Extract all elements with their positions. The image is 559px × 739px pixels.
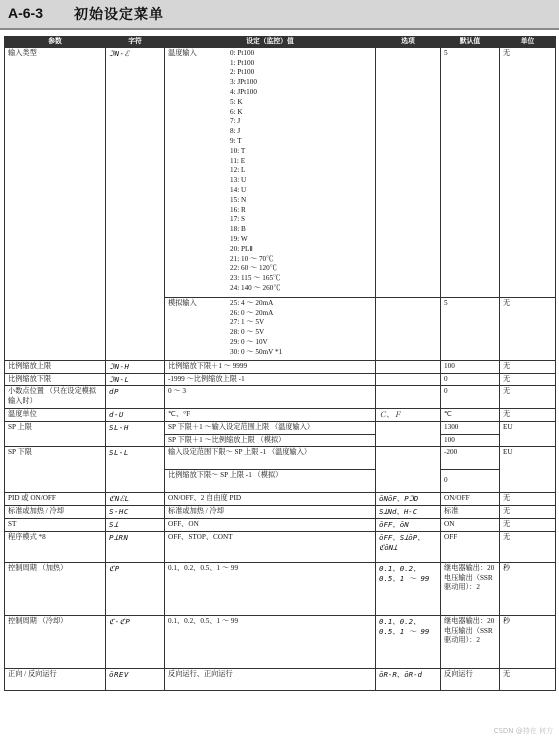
temp-input-item: 15: N bbox=[230, 195, 247, 204]
param-direction: 正向 / 反向运行 bbox=[5, 668, 106, 690]
temp-input-item: 3: JPt100 bbox=[230, 78, 257, 87]
temp-input-list bbox=[230, 49, 281, 294]
header-symbol: 字符 bbox=[106, 37, 165, 48]
param-cp-heat: 控制周期 （加热） bbox=[5, 562, 106, 615]
param-sp-high: SP 上限 bbox=[5, 421, 106, 447]
symbol-pid: ℭNℰL bbox=[106, 493, 165, 506]
option-input-type-analog bbox=[376, 297, 441, 360]
temp-input-item: 24: 140 ～ 260℃ bbox=[230, 283, 281, 292]
value-sp-low-analog: 比例缩放下限～ SP 上限 -1 （模拟） bbox=[165, 470, 376, 493]
table-row-scale-low bbox=[5, 373, 556, 386]
param-std-heat: 标准或加热 / 冷却 bbox=[5, 506, 106, 519]
temp-input-item: 20: PLⅡ bbox=[230, 244, 253, 253]
table-row-sp-low-temp bbox=[5, 447, 556, 470]
default-input-type-temp: 5 bbox=[441, 47, 500, 297]
option-program: ōFF、SꞱōP、ℭōNꞱ bbox=[376, 531, 441, 562]
unit-temp-unit: 无 bbox=[500, 408, 556, 421]
header-option: 选项 bbox=[376, 37, 441, 48]
header-param: 参数 bbox=[5, 37, 106, 48]
temp-input-label: 温度输入 bbox=[168, 48, 197, 57]
value-cp-heat: 0.1、0.2、0.5、1 ～ 99 bbox=[165, 562, 376, 615]
analog-input-item: 27: 1 ～ 5V bbox=[230, 318, 265, 327]
table-row-direction bbox=[5, 668, 556, 690]
default-sp-high-analog: 100 bbox=[441, 434, 500, 447]
param-st: ST bbox=[5, 518, 106, 531]
analog-input-item: 25: 4 ～ 20mA bbox=[230, 298, 274, 307]
default-scale-high: 100 bbox=[441, 360, 500, 373]
symbol-scale-low: ℑN-L bbox=[106, 373, 165, 386]
symbol-cp-cool: ℭ-ℭP bbox=[106, 615, 165, 668]
unit-sp-low: EU bbox=[500, 447, 556, 493]
default-sp-low-temp: -200 bbox=[441, 447, 500, 470]
table-row-scale-high bbox=[5, 360, 556, 373]
param-program: 程序模式 *8 bbox=[5, 531, 106, 562]
table-row-decimal bbox=[5, 386, 556, 409]
analog-input-item: 30: 0 ～ 50mV *1 bbox=[230, 347, 283, 356]
value-st: OFF、ON bbox=[165, 518, 376, 531]
unit-cp-cool: 秒 bbox=[500, 615, 556, 668]
temp-input-item: 17: S bbox=[230, 215, 245, 224]
param-cp-cool: 控制周期 （冷却） bbox=[5, 615, 106, 668]
default-pid: ON/OFF bbox=[441, 493, 500, 506]
value-scale-high: 比例缩放下限＋1 ～ 9999 bbox=[165, 360, 376, 373]
value-program: OFF、STOP、CONT bbox=[165, 531, 376, 562]
value-sp-high-analog: SP 下限＋1 ～比例缩放上限 （模拟） bbox=[165, 434, 376, 447]
initial-settings-table bbox=[4, 36, 556, 691]
default-std-heat: 标准 bbox=[441, 506, 500, 519]
unit-st: 无 bbox=[500, 518, 556, 531]
temp-input-item: 6: K bbox=[230, 107, 243, 116]
table-row-st bbox=[5, 518, 556, 531]
option-pid: ōNōF、PℑD bbox=[376, 493, 441, 506]
analog-input-item: 29: 0 ～ 10V bbox=[230, 337, 268, 346]
value-cp-cool: 0.1、0.2、0.5、1 ～ 99 bbox=[165, 615, 376, 668]
unit-pid: 无 bbox=[500, 493, 556, 506]
value-input-type-temp bbox=[165, 47, 376, 297]
unit-scale-low: 无 bbox=[500, 373, 556, 386]
watermark: CSDN @持在 何方 bbox=[493, 727, 553, 735]
temp-input-item: 9: T bbox=[230, 136, 242, 145]
table-header-row bbox=[5, 37, 556, 48]
option-std-heat: SꞱNd、H-C bbox=[376, 506, 441, 519]
value-pid: ON/OFF、2 自由度 PID bbox=[165, 493, 376, 506]
temp-input-item: 21: 10 ～ 70℃ bbox=[230, 254, 274, 263]
default-decimal: 0 bbox=[441, 386, 500, 409]
symbol-decimal: dP bbox=[106, 386, 165, 409]
table-row-cp-cool bbox=[5, 615, 556, 668]
table-row-temp-unit bbox=[5, 408, 556, 421]
unit-sp-high: EU bbox=[500, 421, 556, 447]
section-title-bar bbox=[0, 0, 559, 30]
table-row-sp-high-temp bbox=[5, 421, 556, 434]
unit-decimal: 无 bbox=[500, 386, 556, 409]
value-sp-low-temp: 输入设定范围下限～ SP 上限 -1 （温度输入） bbox=[165, 447, 376, 470]
unit-scale-high: 无 bbox=[500, 360, 556, 373]
option-sp-high bbox=[376, 421, 441, 447]
value-temp-unit: ℃、°F bbox=[165, 408, 376, 421]
default-input-type-analog: 5 bbox=[441, 297, 500, 360]
table-row-std-heat bbox=[5, 506, 556, 519]
unit-cp-heat: 秒 bbox=[500, 562, 556, 615]
default-cp-heat: 继电器输出：20 电压输出（SSR 驱动用）：2 bbox=[441, 562, 500, 615]
option-temp-unit: Ｃ、Ｆ bbox=[376, 408, 441, 421]
option-scale-high bbox=[376, 360, 441, 373]
temp-input-item: 8: J bbox=[230, 127, 241, 136]
value-input-type-analog bbox=[165, 297, 376, 360]
temp-input-item: 2: Pt100 bbox=[230, 68, 255, 77]
option-cp-heat: 0.1、0.2、0.5、1 ～ 99 bbox=[376, 562, 441, 615]
symbol-std-heat: S-HC bbox=[106, 506, 165, 519]
table-row-program bbox=[5, 531, 556, 562]
param-pid: PID 或 ON/OFF bbox=[5, 493, 106, 506]
param-scale-low: 比例缩放下限 bbox=[5, 373, 106, 386]
option-input-type-temp bbox=[376, 47, 441, 297]
unit-std-heat: 无 bbox=[500, 506, 556, 519]
symbol-program: PꞱRN bbox=[106, 531, 165, 562]
value-sp-high-temp: SP 下限＋1 ～输入设定范围上限 （温度输入） bbox=[165, 421, 376, 434]
table-row-input-type-temp bbox=[5, 47, 556, 297]
temp-input-item: 19: W bbox=[230, 234, 248, 243]
header-unit: 单位 bbox=[500, 37, 556, 48]
analog-input-label: 模拟输入 bbox=[168, 298, 197, 307]
default-sp-high-temp: 1300 bbox=[441, 421, 500, 434]
section-title: 初始设定菜单 bbox=[74, 7, 164, 23]
unit-direction: 无 bbox=[500, 668, 556, 690]
default-temp-unit: ℃ bbox=[441, 408, 500, 421]
header-default: 默认值 bbox=[441, 37, 500, 48]
temp-input-item: 18: B bbox=[230, 225, 246, 234]
symbol-direction: ōREV bbox=[106, 668, 165, 690]
temp-input-item: 11: E bbox=[230, 156, 246, 165]
option-direction: ōR-R、ōR-d bbox=[376, 668, 441, 690]
table-row-pid bbox=[5, 493, 556, 506]
value-std-heat: 标准或加热 / 冷却 bbox=[165, 506, 376, 519]
default-program: OFF bbox=[441, 531, 500, 562]
default-scale-low: 0 bbox=[441, 373, 500, 386]
value-direction: 反向运行、正向运行 bbox=[165, 668, 376, 690]
default-cp-cool: 继电器输出：20 电压输出（SSR 驱动用）：2 bbox=[441, 615, 500, 668]
param-input-type: 输入类型 bbox=[5, 47, 106, 360]
analog-input-item: 26: 0 ～ 20mA bbox=[230, 308, 274, 317]
header-value: 设定（监控）值 bbox=[165, 37, 376, 48]
unit-program: 无 bbox=[500, 531, 556, 562]
section-code: A-6-3 bbox=[8, 5, 44, 21]
symbol-sp-high: SL-H bbox=[106, 421, 165, 447]
temp-input-item: 10: T bbox=[230, 146, 246, 155]
analog-input-item: 28: 0 ～ 5V bbox=[230, 328, 265, 337]
temp-input-item: 16: R bbox=[230, 205, 246, 214]
symbol-st: SꞱ bbox=[106, 518, 165, 531]
value-decimal: 0 ～ 3 bbox=[165, 386, 376, 409]
analog-input-list bbox=[230, 299, 282, 358]
table-row-cp-heat bbox=[5, 562, 556, 615]
temp-input-item: 0: Pt100 bbox=[230, 48, 255, 57]
temp-input-item: 13: U bbox=[230, 176, 247, 185]
option-decimal bbox=[376, 386, 441, 409]
default-st: ON bbox=[441, 518, 500, 531]
symbol-cp-heat: ℭP bbox=[106, 562, 165, 615]
temp-input-item: 4: JPt100 bbox=[230, 87, 257, 96]
temp-input-item: 22: 60 ～ 120℃ bbox=[230, 264, 277, 273]
value-scale-low: -1999 ～比例缩放上限 -1 bbox=[165, 373, 376, 386]
default-sp-low-analog: 0 bbox=[441, 470, 500, 493]
temp-input-item: 7: J bbox=[230, 117, 241, 126]
temp-input-item: 12: L bbox=[230, 166, 246, 175]
default-direction: 反向运行 bbox=[441, 668, 500, 690]
option-st: ōFF、ōN bbox=[376, 518, 441, 531]
param-temp-unit: 温度单位 bbox=[5, 408, 106, 421]
param-scale-high: 比例缩放上限 bbox=[5, 360, 106, 373]
symbol-sp-low: SL-L bbox=[106, 447, 165, 493]
symbol-input-type: ℑN-ℰ bbox=[106, 47, 165, 360]
param-sp-low: SP 下限 bbox=[5, 447, 106, 493]
unit-input-type-analog: 无 bbox=[500, 297, 556, 360]
unit-input-type-temp: 无 bbox=[500, 47, 556, 297]
temp-input-item: 23: 115 ～ 165℃ bbox=[230, 274, 281, 283]
symbol-scale-high: ℑN-H bbox=[106, 360, 165, 373]
temp-input-item: 14: U bbox=[230, 185, 247, 194]
option-scale-low bbox=[376, 373, 441, 386]
option-cp-cool: 0.1、0.2、0.5、1 ～ 99 bbox=[376, 615, 441, 668]
option-sp-low bbox=[376, 447, 441, 493]
temp-input-item: 1: Pt100 bbox=[230, 58, 255, 67]
symbol-temp-unit: d-U bbox=[106, 408, 165, 421]
temp-input-item: 5: K bbox=[230, 97, 243, 106]
param-decimal: 小数点位置 （只在设定模拟输入时） bbox=[5, 386, 106, 409]
